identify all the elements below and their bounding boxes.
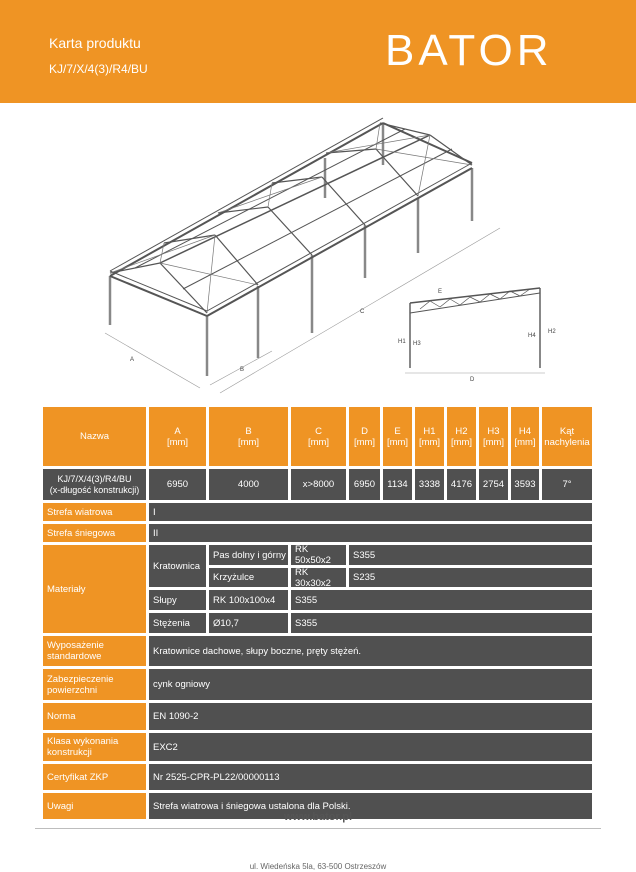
chord-label: Pas dolny i górny — [209, 545, 288, 565]
dim-label-h2: H2 — [548, 329, 556, 335]
posts-steel: S355 — [291, 590, 592, 610]
surface-value: cynk ogniowy — [149, 669, 592, 700]
dim-label-b: B — [240, 367, 245, 373]
norm-value: EN 1090-2 — [149, 703, 592, 730]
col-head-a: A [mm] — [149, 407, 206, 466]
dim-label-h1: H1 — [398, 339, 406, 345]
braces-profile: Ø10,7 — [209, 613, 288, 633]
col-head-h4: H4 [mm] — [511, 407, 539, 466]
bator-logo: BATOR — [385, 26, 553, 75]
cross-steel: S235 — [349, 568, 592, 587]
notes-label: Uwagi — [43, 793, 146, 819]
equipment-label: Wyposażenie standardowe — [43, 636, 146, 666]
certificate-value: Nr 2525-CPR-PL22/00000113 — [149, 764, 592, 790]
braces-steel: S355 — [291, 613, 592, 633]
dim-label-d: D — [470, 377, 475, 383]
page-title: Karta produktu — [49, 35, 141, 51]
wind-zone-label: Strefa wiatrowa — [43, 503, 146, 521]
col-head-d: D [mm] — [349, 407, 380, 466]
footer-url[interactable]: www.bator.pl — [283, 811, 353, 823]
dim-label-e: E — [438, 289, 443, 295]
value-h4: 3593 — [511, 469, 539, 500]
equipment-value: Kratownice dachowe, słupy boczne, pręty stężeń. — [149, 636, 592, 666]
col-head-h2: H2 [mm] — [447, 407, 476, 466]
value-angle: 7° — [542, 469, 592, 500]
col-head-h3: H3 [mm] — [479, 407, 508, 466]
surface-label: Zabezpieczenie powierzchni — [43, 669, 146, 700]
cross-label: Krzyżulce — [209, 568, 288, 587]
wind-zone-value: I — [149, 503, 592, 521]
value-h2: 4176 — [447, 469, 476, 500]
certificate-label: Certyfikat ZKP — [43, 764, 146, 790]
value-d: 6950 — [349, 469, 380, 500]
snow-zone-value: II — [149, 524, 592, 542]
col-head-c: C [mm] — [291, 407, 346, 466]
chord-profile: RK 50x50x2 — [291, 545, 346, 565]
header-banner — [0, 0, 636, 103]
posts-label: Słupy — [149, 590, 206, 610]
value-c: x>8000 — [291, 469, 346, 500]
cross-profile: RK 30x30x2 — [291, 568, 346, 587]
chord-steel: S355 — [349, 545, 592, 565]
dim-label-a: A — [130, 357, 135, 363]
posts-profile: RK 100x100x4 — [209, 590, 288, 610]
col-head-angle: Kąt nachylenia — [542, 407, 592, 466]
value-h3: 2754 — [479, 469, 508, 500]
notes-value: Strefa wiatrowa i śniegowa ustalona dla Polski. — [149, 793, 592, 819]
snow-zone-label: Strefa śniegowa — [43, 524, 146, 542]
product-name: KJ/7/X/4(3)/R4/BU (x-długość konstrukcji) — [43, 469, 146, 500]
value-a: 6950 — [149, 469, 206, 500]
dim-label-h3: H3 — [413, 341, 421, 347]
exec-class-value: EXC2 — [149, 733, 592, 761]
value-e: 1134 — [383, 469, 412, 500]
product-code: KJ/7/X/4(3)/R4/BU — [49, 62, 148, 76]
norm-label: Norma — [43, 703, 146, 730]
footer-divider — [35, 828, 601, 829]
value-h1: 3338 — [415, 469, 444, 500]
truss-label: Kratownica — [149, 545, 206, 587]
exec-class-label: Klasa wykonania konstrukcji — [43, 733, 146, 761]
col-head-e: E [mm] — [383, 407, 412, 466]
technical-drawing — [0, 103, 636, 403]
footer-address: ul. Wiedeńska 5la, 63-500 Ostrzeszów — [249, 862, 387, 871]
col-head-name: Nazwa — [43, 407, 146, 466]
dim-label-c: C — [360, 309, 365, 315]
braces-label: Stężenia — [149, 613, 206, 633]
dim-label-h4: H4 — [528, 333, 536, 339]
value-b: 4000 — [209, 469, 288, 500]
col-head-h1: H1 [mm] — [415, 407, 444, 466]
materials-label: Materiały — [43, 545, 146, 633]
col-head-b: B [mm] — [209, 407, 288, 466]
